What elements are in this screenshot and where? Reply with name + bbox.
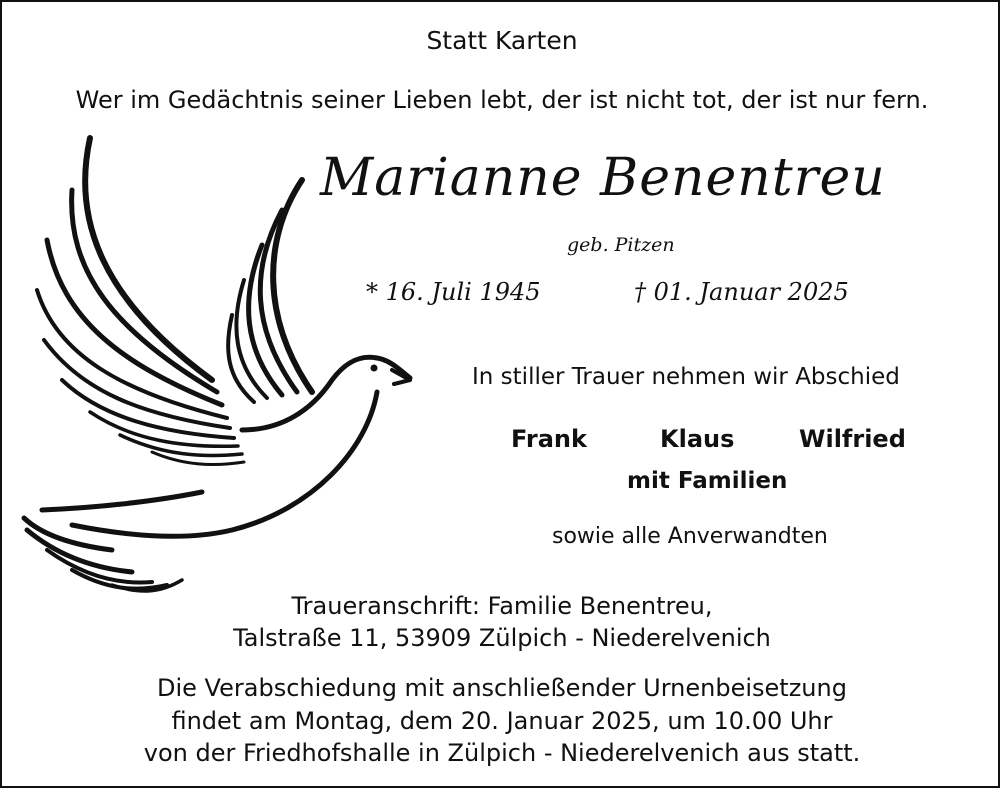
motto-quote: Wer im Gedächtnis seiner Lieben lebt, der ist nicht tot, der ist nur fern. <box>75 86 929 114</box>
deceased-name: Marianne Benentreu <box>320 148 886 208</box>
birth-date: * 16. Juli 1945 <box>366 278 541 306</box>
relatives-line: sowie alle Anverwandten <box>552 524 828 549</box>
mourning-address-line: Talstraße 11, 53909 Zülpich - Niederelvenich <box>233 624 771 652</box>
mourner-name: Klaus <box>660 425 735 453</box>
funeral-info-line: Die Verabschiedung mit anschließender Urnenbeisetzung <box>157 674 847 702</box>
funeral-info-line: findet am Montag, dem 20. Januar 2025, um 10.00 Uhr <box>171 707 833 735</box>
mourning-address-line: Traueranschrift: Familie Benentreu, <box>291 592 713 620</box>
mourner-name: Frank <box>511 425 587 453</box>
maiden-name: geb. Pitzen <box>567 234 675 256</box>
families-line: mit Familien <box>627 468 788 494</box>
funeral-info-line: von der Friedhofshalle in Zülpich - Niederelvenich aus statt. <box>143 739 861 767</box>
grief-line: In stiller Trauer nehmen wir Abschied <box>472 364 900 390</box>
notice-header: Statt Karten <box>426 26 578 55</box>
death-date: † 01. Januar 2025 <box>634 278 849 306</box>
mourner-name: Wilfried <box>799 425 906 453</box>
